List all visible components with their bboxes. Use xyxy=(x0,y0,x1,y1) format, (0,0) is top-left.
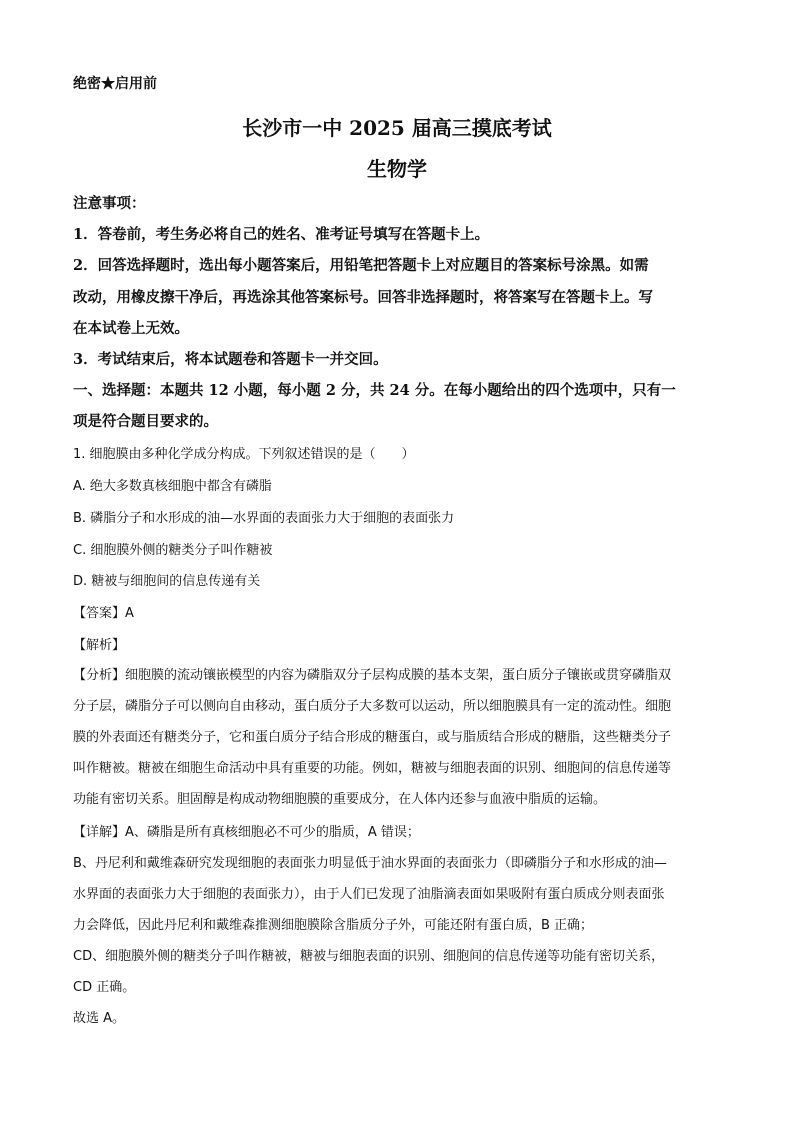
notice-item: 1．答卷前，考生务必将自己的姓名、准考证号填写在答题卡上。 xyxy=(73,226,490,243)
analysis-line: 叫作糖被。糖被在细胞生命活动中具有重要的功能。例如，糖被与细胞表面的识别、细胞间的信息传递等 xyxy=(73,761,672,776)
question-option: B. 磷脂分子和水形成的油—水界面的表面张力大于细胞的表面张力 xyxy=(73,511,455,526)
question-stem: 1. 细胞膜由多种化学成分构成。下列叙述错误的是（ ） xyxy=(73,447,415,462)
analysis-line: 膜的外表面还有糖类分子，它和蛋白质分子结合形成的糖蛋白，或与脂质结合形成的糖脂，这些糖类分子 xyxy=(73,730,672,745)
analysis-line: 【分析】细胞膜的流动镶嵌模型的内容为磷脂双分子层构成膜的基本支架，蛋白质分子镶嵌或贯穿磷脂双 xyxy=(73,668,672,683)
detail-line: CD、细胞膜外侧的糖类分子叫作糖被，糖被与细胞表面的识别、细胞间的信息传递等功能有密切关系， xyxy=(73,949,665,964)
exam-title: 长沙市一中 2025 届高三摸底考试 xyxy=(242,116,552,140)
subject-title: 生物学 xyxy=(367,157,427,181)
analysis-heading: 【解析】 xyxy=(73,638,126,653)
question-option: A. 绝大多数真核细胞中都含有磷脂 xyxy=(73,479,272,494)
section-heading-line: 项是符合题目要求的。 xyxy=(73,413,218,430)
section-heading-line: 一、选择题：本题共 12 小题，每小题 2 分，共 24 分。在每小题给出的四个选项中，只有一 xyxy=(73,382,676,399)
detail-line: 【详解】A、磷脂是所有真核细胞必不可少的脂质，A 错误； xyxy=(73,825,420,840)
notice-heading: 注意事项： xyxy=(73,195,146,212)
detail-line: CD 正确。 xyxy=(73,980,136,995)
detail-line: 故选 A。 xyxy=(73,1011,126,1026)
question-option: C. 细胞膜外侧的糖类分子叫作糖被 xyxy=(73,543,273,558)
analysis-line: 功能有密切关系。胆固醇是构成动物细胞膜的重要成分，在人体内还参与血液中脂质的运输。 xyxy=(73,792,607,807)
detail-line: 力会降低，因此丹尼利和戴维森推测细胞膜除含脂质分子外，可能还附有蛋白质，B 正确； xyxy=(73,918,594,933)
notice-item: 在本试卷上无效。 xyxy=(73,320,189,337)
notice-item: 改动，用橡皮擦干净后，再选涂其他答案标号。回答非选择题时，将答案写在答题卡上。写 xyxy=(73,289,653,306)
confidential-label: 绝密★启用前 xyxy=(73,76,157,92)
detail-line: 水界面的表面张力大于细胞的表面张力），由于人们已发现了油脂滴表面如果吸附有蛋白质成分则表面张 xyxy=(73,887,665,902)
analysis-line: 分子层，磷脂分子可以侧向自由移动，蛋白质分子大多数可以运动，所以细胞膜具有一定的流动性。细胞 xyxy=(73,699,672,714)
answer-label: 【答案】A xyxy=(73,606,134,621)
question-option: D. 糖被与细胞间的信息传递有关 xyxy=(73,574,261,589)
detail-line: B、丹尼利和戴维森研究发现细胞的表面张力明显低于油水界面的表面张力（即磷脂分子和水形成的油— xyxy=(73,856,667,871)
notice-item: 2．回答选择题时，选出每小题答案后，用铅笔把答题卡上对应题目的答案标号涂黑。如需 xyxy=(73,257,649,274)
notice-item: 3．考试结束后，将本试题卷和答题卡一并交回。 xyxy=(73,351,388,368)
